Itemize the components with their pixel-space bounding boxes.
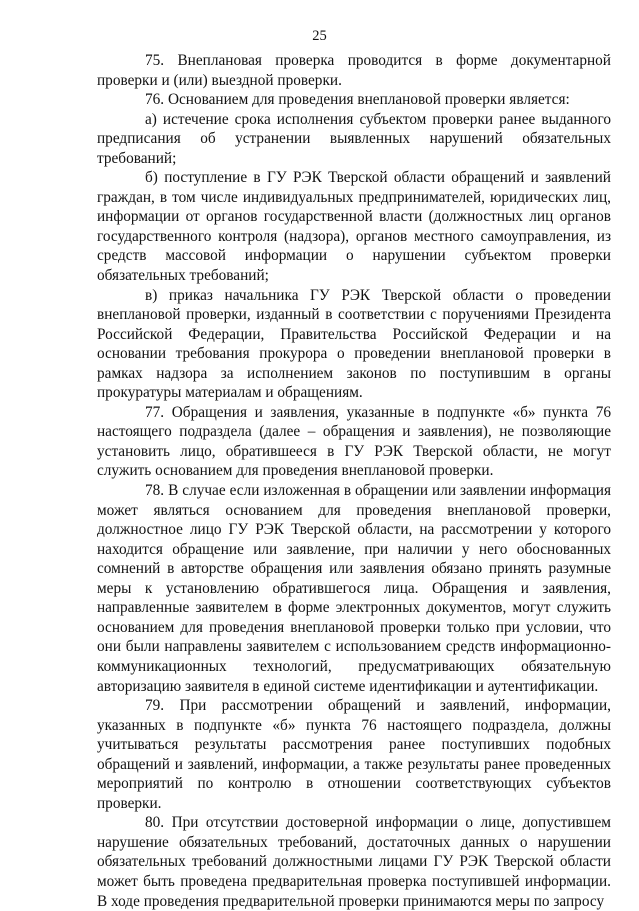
paragraph-75: 75. Внеплановая проверка проводится в форме документарной проверки и (или) выездной проверки.	[97, 52, 611, 89]
paragraph-77: 77. Обращения и заявления, указанные в подпункте «б» пункта 76 настоящего подраздела (далее – обращения и заявления), не позволяющие установить лицо, обратившееся в ГУ РЭК Тверской области, не могут служить основанием для проведения внеплановой проверки.	[97, 403, 611, 480]
paragraph-76-b: б) поступление в ГУ РЭК Тверской области обращений и заявлений граждан, в том числе индивидуальных предпринимателей, юридических лиц, информации от органов государственной власти (должностных лиц органов государственного контроля (надзора), органов местного самоуправления, из средств массовой информации о нарушении субъектом проверки обязательных требований;	[97, 169, 611, 285]
paragraph-78: 78. В случае если изложенная в обращении или заявлении информация может являться основанием для проведения внеплановой проверки, должностное лицо ГУ РЭК Тверской области, на рассмотрении у которого находится обращение или заявление, при наличии у него обоснованных сомнений в авторстве обращения или заявления обязано принять разумные меры к установлению обратившегося лица. Обращения и заявления, направленные заявителем в форме электронных документов, могут служить основанием для проведения внеплановой проверки только при условии, что они были направлены заявителем с использованием средств информационно-коммуникационных технологий, предусматривающих обязательную авторизацию заявителя в единой системе идентификации и аутентификации.	[97, 482, 611, 695]
paragraph-76: 76. Основанием для проведения внеплановой проверки является:	[145, 91, 570, 109]
paragraph-76-v: в) приказ начальника ГУ РЭК Тверской области о проведении внеплановой проверки, изданный в соответствии с поручениями Президента Российской Федерации, Правительства Российской Федерации и на основании требования прокурора о проведении внеплановой проверки в рамках надзора за исполнением законов по поступившим в органы прокуратуры материалам и обращениям.	[97, 286, 611, 402]
document-body	[97, 51, 611, 911]
page-number: 25	[312, 28, 327, 44]
paragraph-76-a: а) истечение срока исполнения субъектом проверки ранее выданного предписания об устранении выявленных нарушений обязательных требований;	[97, 110, 611, 167]
paragraph-79: 79. При рассмотрении обращений и заявлений, информации, указанных в подпункте «б» пункта 76 настоящего подраздела, должны учитываться результаты рассмотрения ранее поступивших подобных обращений и заявлений, информации, а также результаты ранее проведенных мероприятий по контролю в отношении соответствующих субъектов проверки.	[97, 697, 611, 812]
paragraph-80: 80. При отсутствии достоверной информации о лице, допустившем нарушение обязательных требований, достаточных данных о нарушении обязательных требований должностными лицами ГУ РЭК Тверской области может быть проведена предварительная проверка поступившей информации. В ходе проведения предварительной проверки принимаются меры по запросу	[97, 814, 611, 910]
